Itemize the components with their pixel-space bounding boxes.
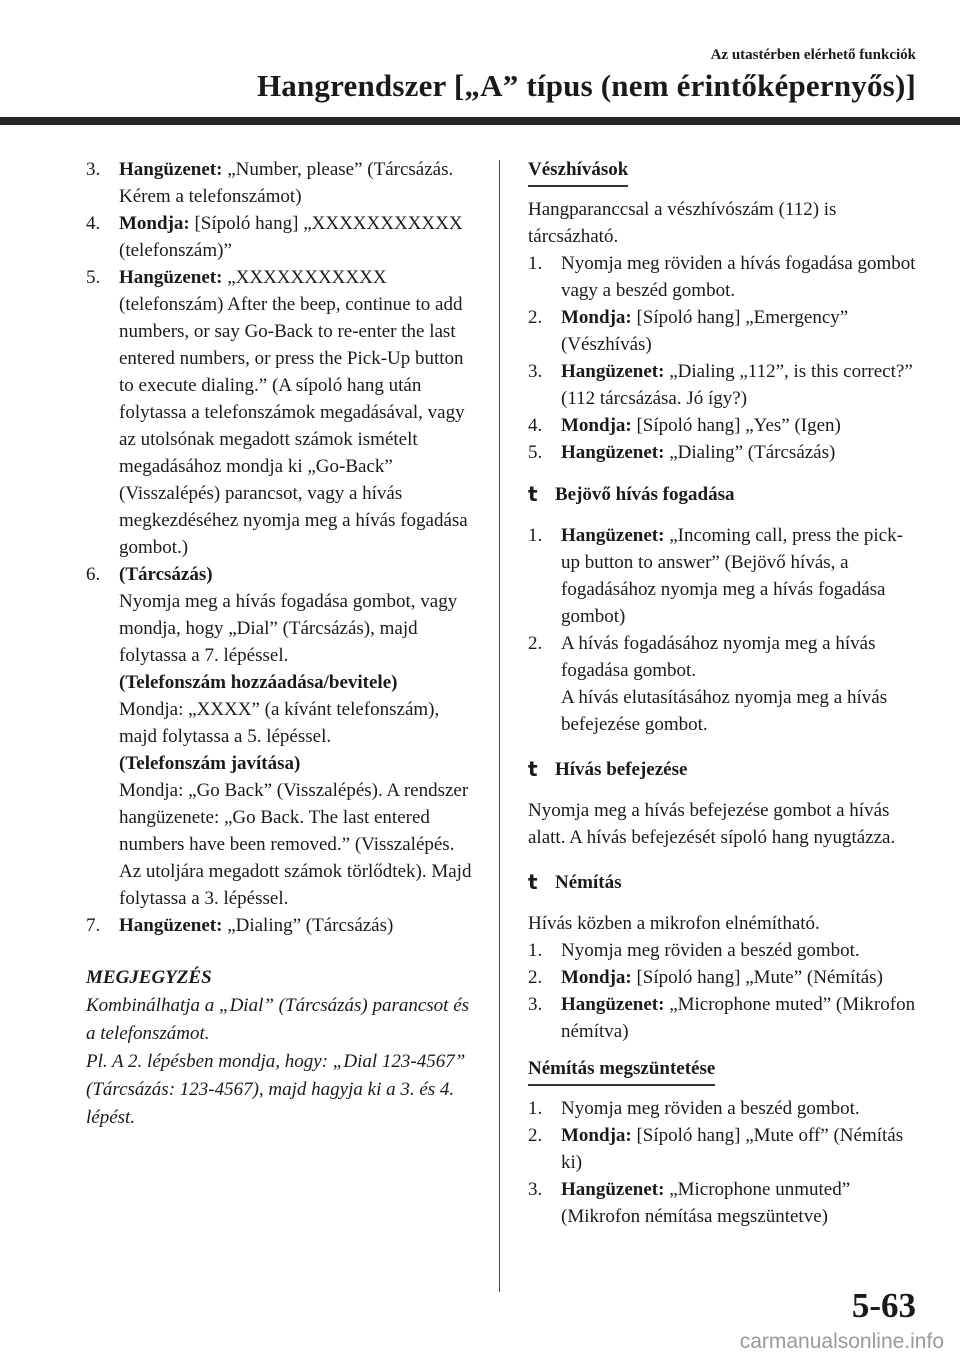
mute-heading	[528, 869, 920, 896]
step-number: 5.	[86, 267, 101, 288]
step-label: Hangüzenet:	[561, 525, 665, 546]
step-4	[86, 210, 478, 264]
section-bullet-icon: t	[528, 482, 538, 506]
step-text: A hívás elutasításához nyomja meg a hívás befejezése gombot.	[561, 687, 888, 735]
list-item	[528, 522, 920, 630]
step-text: Nyomja meg a hívás fogadása gombot, vagy mondja, hogy „Dial” (Tárcsázás), majd folytassa a 7. lépéssel.	[119, 591, 458, 666]
step-number: 3.	[528, 994, 543, 1015]
note-title: MEGJEGYZÉS	[86, 967, 212, 988]
list-item	[528, 439, 920, 466]
note-text: Kombinálhatja a „Dial” (Tárcsázás) parancsot és a telefonszámot.	[86, 995, 470, 1044]
watermark: carmanualsonline.info	[739, 1330, 944, 1353]
heading-text: Némítás	[555, 872, 622, 893]
end-call-text: Nyomja meg a hívás befejezése gombot a hívás alatt. A hívás befejezését sípoló hang nyugtázza.	[528, 800, 896, 848]
unmute-steps	[528, 1095, 920, 1230]
header-rule	[0, 117, 960, 125]
end-call-heading	[528, 756, 920, 783]
section-bullet-icon: t	[528, 757, 538, 781]
step-number: 4.	[86, 213, 101, 234]
list-item	[528, 1095, 920, 1122]
step-text: „Number, please” (Tárcsázás. Kérem a telefonszámot)	[119, 159, 454, 207]
step-text: „Dialing” (Tárcsázás)	[222, 915, 394, 936]
step-number: 3.	[528, 361, 543, 382]
incoming-steps	[528, 522, 920, 738]
step-text: [Sípoló hang] „XXXXXXXXXXX (telefonszám)”	[119, 213, 463, 261]
section-title: Az utastérben elérhető funkciók	[710, 47, 916, 63]
step-label: Mondja:	[561, 1125, 632, 1146]
list-item	[528, 991, 920, 1045]
column-divider	[499, 160, 500, 1292]
step-number: 1.	[528, 253, 543, 274]
step-label: Hangüzenet:	[561, 1179, 665, 1200]
subheading-add-number: (Telefonszám hozzáadása/bevitele)	[119, 672, 398, 693]
step-number: 3.	[86, 159, 101, 180]
list-item	[528, 250, 920, 304]
list-item	[528, 412, 920, 439]
step-number: 1.	[528, 1098, 543, 1119]
step-label: Mondja:	[561, 967, 632, 988]
step-5	[86, 264, 478, 561]
emergency-intro: Hangparanccsal a vészhívószám (112) is tárcsázható.	[528, 199, 837, 247]
step-label: Mondja:	[561, 415, 632, 436]
step-list-left	[86, 156, 478, 939]
step-number: 3.	[528, 1179, 543, 1200]
step-label: Hangüzenet:	[119, 159, 223, 180]
step-text: „Dialing „112”, is this correct?” (112 tárcsázása. Jó így?)	[561, 361, 913, 409]
section-bullet-icon: t	[528, 870, 538, 894]
heading-text: Hívás befejezése	[555, 759, 688, 780]
page-title: Hangrendszer [„A” típus (nem érintőképernyős)]	[256, 68, 916, 103]
step-number: 2.	[528, 1125, 543, 1146]
step-label: (Tárcsázás)	[119, 564, 213, 585]
list-item	[528, 964, 920, 991]
step-number: 6.	[86, 564, 101, 585]
right-column	[528, 156, 920, 1230]
step-label: Hangüzenet:	[119, 267, 223, 288]
list-item	[528, 630, 920, 738]
step-label: Mondja:	[119, 213, 190, 234]
step-label: Hangüzenet:	[561, 442, 665, 463]
step-text: [Sípoló hang] „Emergency” (Vészhívás)	[561, 307, 849, 355]
mute-steps	[528, 937, 920, 1045]
incoming-call-heading	[528, 481, 920, 508]
heading-text: Bejövő hívás fogadása	[555, 484, 735, 505]
step-text: „Microphone unmuted” (Mikrofon némítása megszüntetve)	[561, 1179, 851, 1227]
step-label: Hangüzenet:	[561, 361, 665, 382]
step-text: „Incoming call, press the pick-up button to answer” (Bejövő hívás, a fogadásához nyomja meg a hívás fogadása gombot)	[561, 525, 903, 627]
step-label: Hangüzenet:	[561, 994, 665, 1015]
step-number: 2.	[528, 967, 543, 988]
step-number: 2.	[528, 307, 543, 328]
list-item	[528, 1176, 920, 1230]
step-number: 1.	[528, 940, 543, 961]
step-text: Nyomja meg röviden a beszéd gombot.	[561, 1098, 860, 1119]
step-text: „Dialing” (Tárcsázás)	[664, 442, 836, 463]
step-text: Mondja: „XXXX” (a kívánt telefonszám), majd folytassa a 5. lépéssel.	[119, 699, 440, 747]
list-item	[528, 304, 920, 358]
mute-intro: Hívás közben a mikrofon elnémítható.	[528, 913, 820, 934]
left-column	[86, 156, 478, 1132]
step-number: 4.	[528, 415, 543, 436]
emergency-steps	[528, 250, 920, 466]
step-text: Nyomja meg röviden a beszéd gombot.	[561, 940, 860, 961]
step-text: „Microphone muted” (Mikrofon némítva)	[561, 994, 916, 1042]
unmute-heading: Némítás megszüntetése	[528, 1055, 715, 1086]
note-block	[86, 964, 478, 1132]
list-item	[528, 1122, 920, 1176]
step-text: „XXXXXXXXXXX (telefonszám) After the beep, continue to add numbers, or say Go-Back to re-enter the last entered numbers, or press the Pick-Up button to execute dialing.” (A sípoló hang után folytassa a telefonszámok megadásával, vagy az utolsónak megadott számok ismételt megadásához mondja ki „Go-Back” (Visszalépés) parancsot, vagy a hívás megkezdéséhez nyomja meg a hívás fogadása gombot.)	[119, 267, 468, 558]
page-number: 5-63	[851, 1286, 916, 1325]
step-text: A hívás fogadásához nyomja meg a hívás fogadása gombot.	[561, 633, 876, 681]
step-text: Mondja: „Go Back” (Visszalépés). A rendszer hangüzenete: „Go Back. The last entered numbers have been removed.” (Visszalépés. Az utoljára megadott számok törlődtek). Majd folytassa a 3. lépéssel.	[119, 780, 472, 909]
list-item	[528, 358, 920, 412]
step-text: Nyomja meg röviden a hívás fogadása gombot vagy a beszéd gombot.	[561, 253, 916, 301]
step-text: [Sípoló hang] „Mute” (Némítás)	[631, 967, 883, 988]
step-6	[86, 561, 478, 912]
step-number: 7.	[86, 915, 101, 936]
note-text: Pl. A 2. lépésben mondja, hogy: „Dial 123-4567” (Tárcsázás: 123-4567), majd hagyja ki a 3. és 4. lépést.	[86, 1051, 466, 1128]
step-7	[86, 912, 478, 939]
step-label: Hangüzenet:	[119, 915, 223, 936]
subheading-correct-number: (Telefonszám javítása)	[119, 753, 301, 774]
list-item	[528, 937, 920, 964]
step-number: 2.	[528, 633, 543, 654]
step-text: [Sípoló hang] „Mute off” (Némítás ki)	[561, 1125, 904, 1173]
step-number: 1.	[528, 525, 543, 546]
step-text: [Sípoló hang] „Yes” (Igen)	[631, 415, 841, 436]
step-number: 5.	[528, 442, 543, 463]
step-3	[86, 156, 478, 210]
emergency-heading: Vészhívások	[528, 156, 628, 187]
step-label: Mondja:	[561, 307, 632, 328]
